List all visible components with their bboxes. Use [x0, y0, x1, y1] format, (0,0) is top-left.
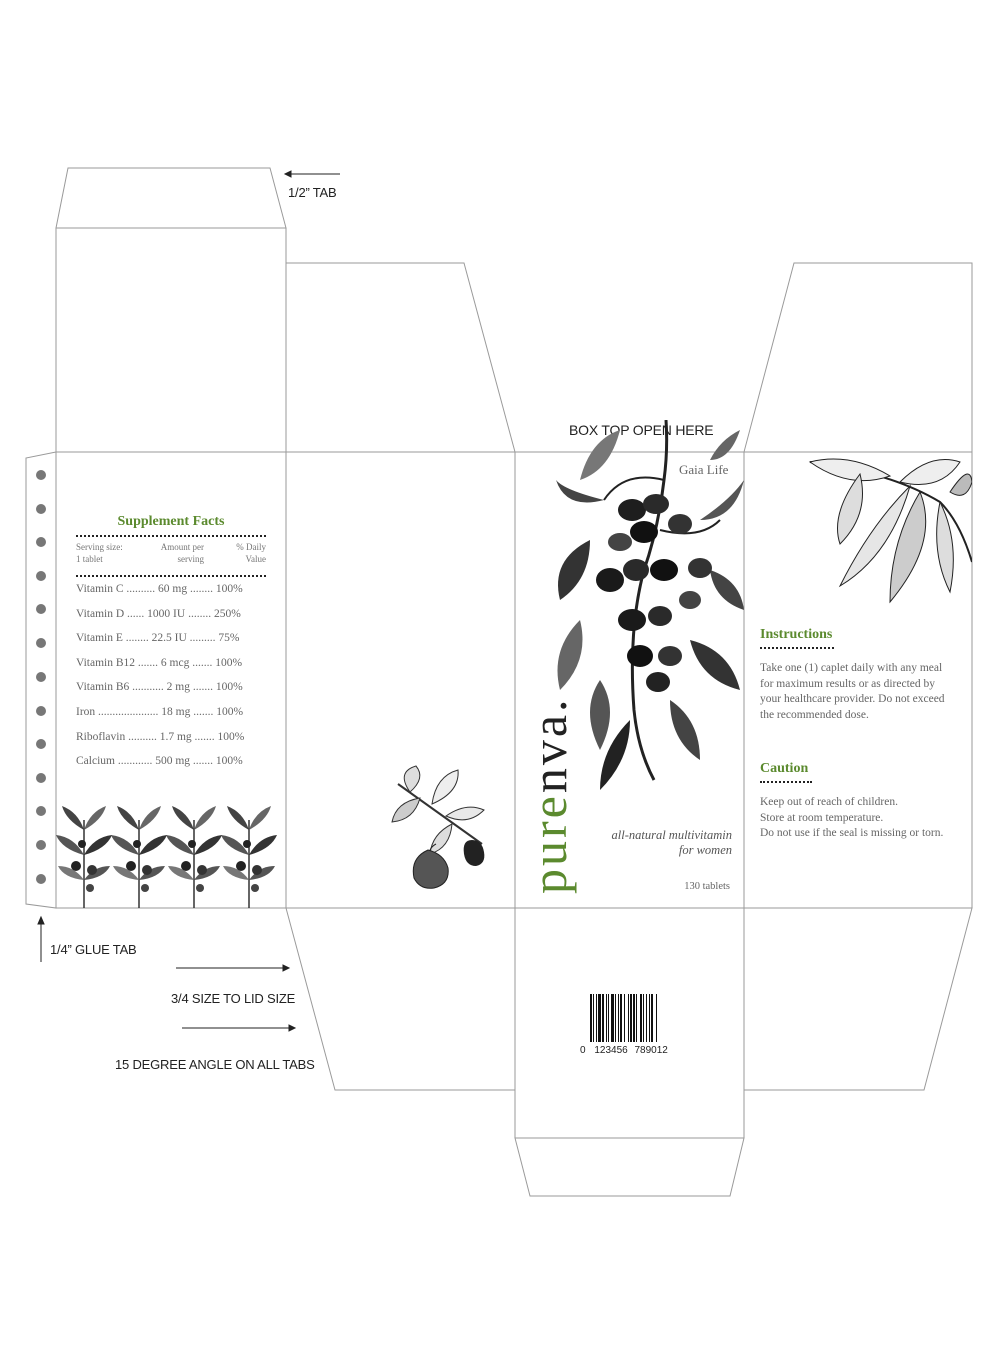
dotted-divider: [76, 535, 266, 537]
purenva-logo: [521, 696, 577, 894]
caution-section: [760, 761, 955, 842]
barcode-bar: [649, 994, 650, 1042]
barcode: [590, 994, 670, 1044]
barcode-bar: [630, 994, 632, 1042]
hole: [36, 706, 46, 716]
dotted-divider: [760, 647, 834, 649]
nutrient-row: Vitamin B6 ........... 2 mg ....... 100%: [76, 681, 243, 694]
barcode-bar: [640, 994, 642, 1042]
pear-branch-illustration: [390, 764, 502, 894]
barcode-bar: [633, 994, 635, 1042]
barcode-digits: [580, 1045, 668, 1056]
supplement-facts-header: [76, 541, 266, 575]
caution-line: Store at room temperature.: [760, 811, 884, 824]
barcode-bar: [606, 994, 607, 1042]
hole: [36, 537, 46, 547]
supplement-facts-title: Supplement Facts: [117, 514, 225, 529]
barcode-bar: [618, 994, 619, 1042]
hole: [36, 672, 46, 682]
instructions-title: Instructions: [760, 627, 833, 642]
brand-company: Gaia Life: [679, 462, 729, 477]
supplement-facts-panel: [76, 514, 266, 780]
hole: [36, 470, 46, 480]
barcode-digits-mid: 123456: [594, 1045, 628, 1056]
barcode-bar: [598, 994, 601, 1042]
barcode-bar: [636, 994, 637, 1042]
hole: [36, 773, 46, 783]
instructions-text: Take one (1) caplet daily with any meal for maximum results or as directed by your healthcare provider. Do not exceed the recommended dose.: [760, 662, 945, 721]
barcode-bar: [651, 994, 653, 1042]
barcode-bar: [596, 994, 597, 1042]
tagline-line-2: for women: [678, 843, 732, 857]
barcode-digits-right: 789012: [634, 1045, 668, 1056]
nutrient-row: Riboflavin .......... 1.7 mg ....... 100%: [76, 730, 245, 743]
serving-size-label: Serving size:: [76, 542, 123, 552]
nutrient-row: Vitamin B12 ....... 6 mcg ....... 100%: [76, 656, 243, 669]
nutrient-row: Vitamin D ...... 1000 IU ........ 250%: [76, 607, 241, 620]
dotted-divider: [760, 781, 812, 783]
nutrient-list: [76, 583, 266, 780]
barcode-bar: [593, 994, 594, 1042]
leaf-branch-illustration: [800, 452, 972, 612]
nutrient-row: Calcium ............ 500 mg ....... 100%: [76, 755, 243, 768]
caution-line: Keep out of reach of children.: [760, 796, 898, 808]
barcode-bar: [608, 994, 609, 1042]
logo-nva: nva.: [521, 696, 577, 794]
amount-label: Amount per: [160, 542, 204, 552]
hole: [36, 638, 46, 648]
hole: [36, 604, 46, 614]
hole: [36, 806, 46, 816]
barcode-bar: [611, 994, 614, 1042]
barcode-bar: [628, 994, 629, 1042]
barcode-digit-left: 0: [580, 1045, 586, 1056]
nutrient-row: Vitamin E ........ 22.5 IU ......... 75%: [76, 632, 240, 645]
plant-illustration-row: [56, 800, 286, 912]
glue-tab-note: 1/4” GLUE TAB: [50, 942, 137, 957]
daily-value-label-2: Value: [245, 554, 266, 564]
dotted-divider: [76, 575, 266, 577]
instructions-section: [760, 627, 950, 723]
tagline: [586, 828, 732, 858]
half-tab-note: 1/2” TAB: [288, 185, 337, 200]
barcode-bar: [643, 994, 644, 1042]
caution-text: [760, 795, 955, 842]
amount-label-2: serving: [177, 554, 204, 564]
caution-title: Caution: [760, 761, 809, 776]
barcode-bar: [602, 994, 604, 1042]
hole: [36, 504, 46, 514]
hole: [36, 739, 46, 749]
daily-value-label: % Daily: [236, 542, 266, 552]
hole: [36, 571, 46, 581]
serving-size-value: 1 tablet: [76, 554, 103, 564]
barcode-bar: [624, 994, 625, 1042]
hole: [36, 840, 46, 850]
hole: [36, 874, 46, 884]
barcode-bar: [620, 994, 622, 1042]
barcode-bar: [615, 994, 616, 1042]
logo-pure: pure: [521, 793, 577, 894]
box-top-note: BOX TOP OPEN HERE: [569, 422, 714, 438]
barcode-bar: [646, 994, 647, 1042]
angle-note: 15 DEGREE ANGLE ON ALL TABS: [115, 1057, 315, 1072]
caution-line: Do not use if the seal is missing or torn.: [760, 827, 944, 839]
lid-size-note: 3/4 SIZE TO LID SIZE: [171, 991, 296, 1006]
nutrient-row: Vitamin C .......... 60 mg ........ 100%: [76, 583, 243, 595]
barcode-bar: [590, 994, 592, 1042]
nutrient-row: Iron ..................... 18 mg ....... 100%: [76, 705, 244, 718]
tablet-count: 130 tablets: [684, 881, 730, 892]
barcode-bar: [656, 994, 657, 1042]
tagline-line-1: all-natural multivitamin: [611, 828, 732, 842]
